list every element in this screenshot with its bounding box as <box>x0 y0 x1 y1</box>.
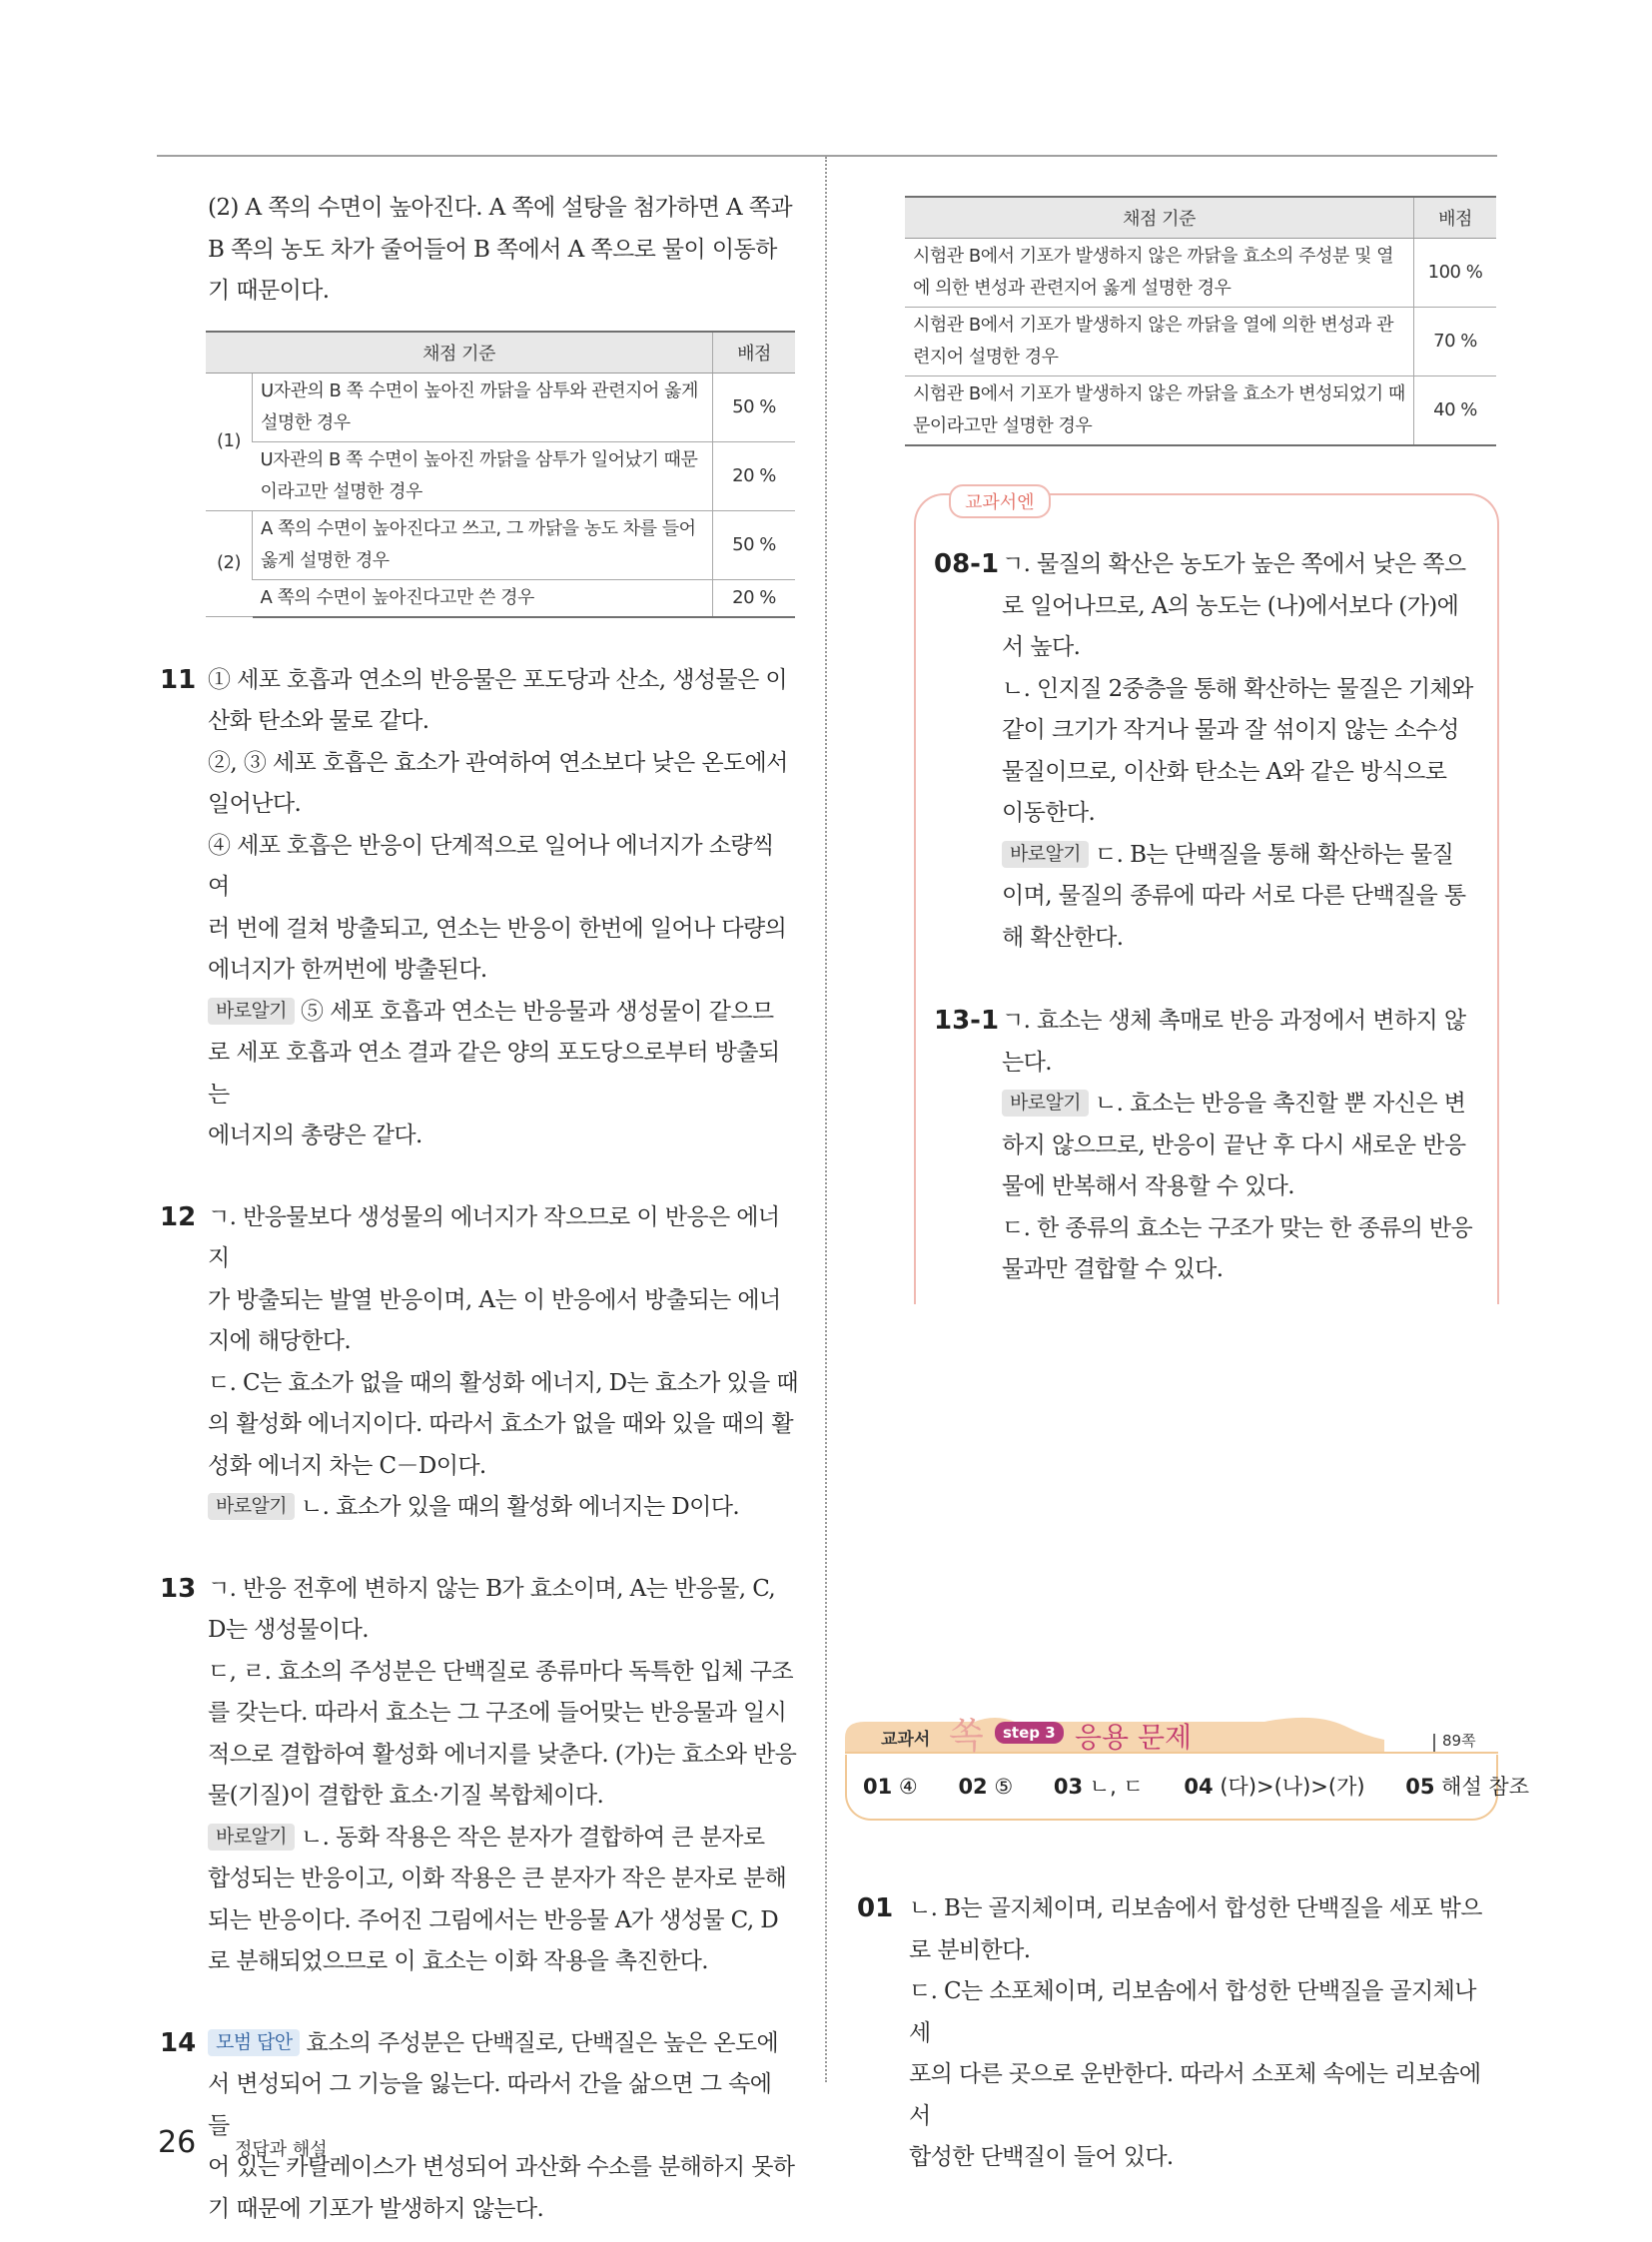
banner-prefix: 교과서 <box>881 1730 931 1750</box>
text-line: ① 세포 호흡과 연소의 반응물은 포도당과 산소, 생성물은 이 <box>208 666 788 693</box>
answer-value: ⑤ <box>994 1775 1014 1799</box>
banner-logo: 쏙 <box>949 1716 984 1757</box>
answer-number: 02 <box>958 1775 988 1799</box>
text-line: 에너지의 총량은 같다. <box>208 1122 422 1148</box>
text-line: ㄷ. 한 종류의 효소는 구조가 맞는 한 종류의 반응 <box>1002 1214 1473 1241</box>
text-line: 서 높다. <box>1002 634 1081 660</box>
answer-number: 05 <box>1405 1775 1435 1799</box>
table-row <box>905 376 1496 446</box>
table-header-score: 배점 <box>713 332 796 374</box>
tag-line-text: ㄴ. 효소가 있을 때의 활성화 에너지는 D이다. <box>301 1494 740 1520</box>
answer-item <box>1184 1771 1364 1801</box>
answer-key <box>845 1755 1529 1821</box>
textbook-box-content <box>934 544 1478 1291</box>
question-number: 14 <box>160 2027 197 2058</box>
text-line <box>1002 835 1478 877</box>
text-line: 물과만 결합할 수 있다. <box>1002 1256 1224 1282</box>
table-row <box>206 441 795 510</box>
table-row <box>905 308 1496 376</box>
question-number: 11 <box>160 664 197 695</box>
model-answer-tag: 모범 답안 <box>208 2029 300 2056</box>
text-line <box>208 1818 799 1860</box>
score-cell: 20 % <box>713 579 796 617</box>
criteria-cell: 시험관 B에서 기포가 발생하지 않은 까닭을 효소의 주성분 및 열에 의한 변성과 관련지어 옳게 설명한 경우 <box>905 239 1414 308</box>
text-line: 적으로 결합하여 활성화 에너지를 낮춘다. (가)는 효소와 반응 <box>208 1741 797 1768</box>
question-01 <box>857 1888 1496 2179</box>
group-label: (1) <box>206 373 253 510</box>
text-line: B 쪽의 농도 차가 줄어들어 B 쪽에서 A 쪽으로 물이 이동하 <box>208 236 777 263</box>
table-row <box>206 373 795 441</box>
answer-value: (다)>(나)>(가) <box>1220 1775 1365 1799</box>
answer-number: 03 <box>1053 1775 1084 1799</box>
tag-line-text: ⑤ 세포 호흡과 연소는 반응물과 생성물이 같으므 <box>301 998 774 1025</box>
table-row <box>206 579 795 617</box>
text-line: 포의 다른 곳으로 운반한다. 따라서 소포체 속에는 리보솜에서 <box>909 2061 1481 2129</box>
criteria-cell: A 쪽의 수면이 높아진다고 쓰고, 그 까닭을 농도 차를 들어 옳게 설명한 경우 <box>253 510 713 579</box>
score-cell: 50 % <box>713 373 796 441</box>
text-line: 어 있는 카탈레이스가 변성되어 과산화 수소를 분해하지 못하 <box>208 2154 795 2180</box>
textbook-box-label: 교과서엔 <box>949 484 1051 518</box>
question-number: 13-1 <box>934 1006 1000 1036</box>
text-line: 일어난다. <box>208 791 302 817</box>
q10-part2 <box>160 188 799 313</box>
text-line: 합성되는 반응이고, 이화 작용은 큰 분자가 작은 분자로 분해 <box>208 1866 787 1891</box>
text-line: D는 생성물이다. <box>208 1617 369 1643</box>
text-line <box>208 2023 799 2065</box>
text-line: 의 활성화 에너지이다. 따라서 효소가 없을 때와 있을 때의 활 <box>208 1411 793 1437</box>
text-line: ㄴ. B는 골지체이며, 리보솜에서 합성한 단백질을 세포 밖으 <box>909 1895 1482 1921</box>
scoring-table-2 <box>905 196 1496 446</box>
text-line: 기 때문에 기포가 발생하지 않는다. <box>208 2195 544 2222</box>
text-line: 해 확산한다. <box>1002 924 1124 951</box>
question-14 <box>160 2023 799 2231</box>
correction-tag: 바로알기 <box>208 998 295 1025</box>
table-row <box>905 239 1496 308</box>
text-line: 로 분비한다. <box>909 1936 1031 1963</box>
text-line: 같이 크기가 작거나 물과 잘 섞이지 않는 소수성 <box>1002 717 1459 743</box>
text-line: 지에 해당한다. <box>208 1328 352 1354</box>
answer-number: 01 <box>863 1775 893 1799</box>
answer-value: ㄴ, ㄷ <box>1089 1775 1144 1799</box>
text-line: 기 때문이다. <box>208 278 330 304</box>
text-line: ㄷ. C는 효소가 없을 때의 활성화 에너지, D는 효소가 있을 때 <box>208 1369 798 1396</box>
group-label: (2) <box>206 510 253 617</box>
header-rule <box>157 155 1497 157</box>
text-line: 물에 반복해서 작용할 수 있다. <box>1002 1173 1294 1199</box>
text-line: 서 변성되어 그 기능을 잃는다. 따라서 간을 삶으면 그 속에 들 <box>208 2071 772 2139</box>
scoring-table-1 <box>206 331 795 618</box>
score-cell: 100 % <box>1414 239 1497 308</box>
column-divider <box>825 157 827 2082</box>
text-line: 성화 에너지 차는 C－D이다. <box>208 1452 486 1479</box>
tag-line-text: ㄴ. 효소는 반응을 촉진할 뿐 자신은 변 <box>1095 1091 1466 1117</box>
table-header-criteria: 채점 기준 <box>206 332 713 374</box>
table-row <box>206 510 795 579</box>
text-line: 이동한다. <box>1002 800 1096 826</box>
question-12 <box>160 1197 799 1529</box>
text-line: ㄱ. 효소는 생체 촉매로 반응 과정에서 변하지 않 <box>1002 1008 1466 1034</box>
text-line: 로 분해되었으므로 이 효소는 이화 작용을 촉진한다. <box>208 1948 708 1974</box>
answer-value: 해설 참조 <box>1441 1775 1529 1799</box>
score-cell: 40 % <box>1414 376 1497 446</box>
question-13-1 <box>934 1001 1478 1291</box>
text-line: ②, ③ 세포 호흡은 효소가 관여하여 연소보다 낮은 온도에서 <box>208 749 788 776</box>
correction-tag: 바로알기 <box>208 1824 295 1851</box>
answer-item <box>863 1775 918 1799</box>
text-line: 물(기질)이 결합한 효소·기질 복합체이다. <box>208 1783 604 1809</box>
criteria-cell: U자관의 B 쪽 수면이 높아진 까닭을 삼투와 관련지어 옳게 설명한 경우 <box>253 373 713 441</box>
table-header-score: 배점 <box>1414 197 1497 239</box>
text-line: 산화 탄소와 물로 같다. <box>208 708 429 734</box>
text-line: 되는 반응이다. 주어진 그림에서는 반응물 A가 생성물 C, D <box>208 1906 779 1933</box>
question-13 <box>160 1569 799 1983</box>
text-line <box>208 992 799 1034</box>
tag-line-text: ㄷ. B는 단백질을 통해 확산하는 물질 <box>1095 841 1454 868</box>
text-line: ㄷ. C는 소포체이며, 리보솜에서 합성한 단백질을 골지체나 세 <box>909 1978 1476 2046</box>
page-number: 26 <box>158 2125 197 2160</box>
text-line: (2) A 쪽의 수면이 높아진다. A 쪽에 설탕을 첨가하면 A 쪽과 <box>208 195 792 221</box>
text-line: 로 일어나므로, A의 농도는 (나)에서보다 (가)에 <box>1002 592 1459 619</box>
tag-line-text: 효소의 주성분은 단백질로, 단백질은 높은 온도에 <box>306 2029 779 2056</box>
score-cell: 20 % <box>713 441 796 510</box>
question-number: 12 <box>160 1201 197 1232</box>
text-line: ㄱ. 물질의 확산은 농도가 높은 쪽에서 낮은 쪽으 <box>1002 551 1466 577</box>
text-line: 합성한 단백질이 들어 있다. <box>909 2144 1174 2170</box>
question-number: 13 <box>160 1573 197 1604</box>
question-11 <box>160 660 799 1157</box>
criteria-cell: 시험관 B에서 기포가 발생하지 않은 까닭을 효소가 변성되었기 때문이라고만 설명한 경우 <box>905 376 1414 446</box>
text-line: 물질이므로, 이산화 탄소는 A와 같은 방식으로 <box>1002 758 1447 785</box>
banner-title: 응용 문제 <box>1075 1721 1193 1754</box>
correction-tag: 바로알기 <box>208 1493 295 1520</box>
text-line: ㄱ. 반응 전후에 변하지 않는 B가 효소이며, A는 반응물, C, <box>208 1575 776 1602</box>
answer-item <box>958 1775 1013 1799</box>
criteria-cell: 시험관 B에서 기포가 발생하지 않은 까닭을 열에 의한 변성과 관련지어 설명한 경우 <box>905 308 1414 376</box>
score-cell: 70 % <box>1414 308 1497 376</box>
text-line: ㄴ. 인지질 2중층을 통해 확산하는 물질은 기체와 <box>1002 675 1473 702</box>
question-number: 01 <box>857 1893 894 1923</box>
text-line: ㄷ, ㄹ. 효소의 주성분은 단백질로 종류마다 독특한 입체 구조 <box>208 1658 793 1685</box>
answer-item <box>1054 1771 1144 1801</box>
answer-number: 04 <box>1184 1775 1214 1799</box>
page-reference: 89쪽 <box>1442 1732 1476 1750</box>
score-cell: 50 % <box>713 510 796 579</box>
section-banner <box>845 1714 1498 1757</box>
text-line: ㄱ. 반응물보다 생성물의 에너지가 작으므로 이 반응은 에너지 <box>208 1203 780 1271</box>
text-line: 는다. <box>1002 1049 1052 1076</box>
text-line: 를 갖는다. 따라서 효소는 그 구조에 들어맞는 반응물과 일시 <box>208 1700 787 1726</box>
left-column <box>160 188 799 2230</box>
text-line <box>1002 1084 1478 1125</box>
question-08-1 <box>934 544 1478 959</box>
criteria-cell: U자관의 B 쪽 수면이 높아진 까닭을 삼투가 일어났기 때문이라고만 설명한 경우 <box>253 441 713 510</box>
text-line: 이며, 물질의 종류에 따라 서로 다른 단백질을 통 <box>1002 883 1466 909</box>
text-line: ④ 세포 호흡은 반응이 단계적으로 일어나 에너지가 소량씩 여 <box>208 832 774 900</box>
answer-item <box>1405 1771 1529 1801</box>
text-line: 에너지가 한꺼번에 방출된다. <box>208 957 487 983</box>
table-header-criteria: 채점 기준 <box>905 197 1414 239</box>
text-line: 러 번에 걸쳐 방출되고, 연소는 반응이 한번에 일어나 다량의 <box>208 915 787 942</box>
text-line: 하지 않으므로, 반응이 끝난 후 다시 새로운 반응 <box>1002 1131 1466 1158</box>
correction-tag: 바로알기 <box>1002 841 1089 868</box>
criteria-cell: A 쪽의 수면이 높아진다고만 쓴 경우 <box>253 579 713 617</box>
correction-tag: 바로알기 <box>1002 1090 1089 1117</box>
question-number: 08-1 <box>934 549 1000 579</box>
step-badge: step 3 <box>995 1722 1064 1744</box>
text-line: 로 세포 호흡과 연소 결과 같은 양의 포도당으로부터 방출되는 <box>208 1040 780 1108</box>
tag-line-text: ㄴ. 동화 작용은 작은 분자가 결합하여 큰 분자로 <box>301 1824 765 1851</box>
answer-value: ④ <box>898 1775 918 1799</box>
text-line: 가 방출되는 발열 반응이며, A는 이 반응에서 방출되는 에너 <box>208 1286 781 1313</box>
text-line <box>208 1487 799 1529</box>
footer-section-title: 정답과 해설 <box>235 2139 328 2160</box>
